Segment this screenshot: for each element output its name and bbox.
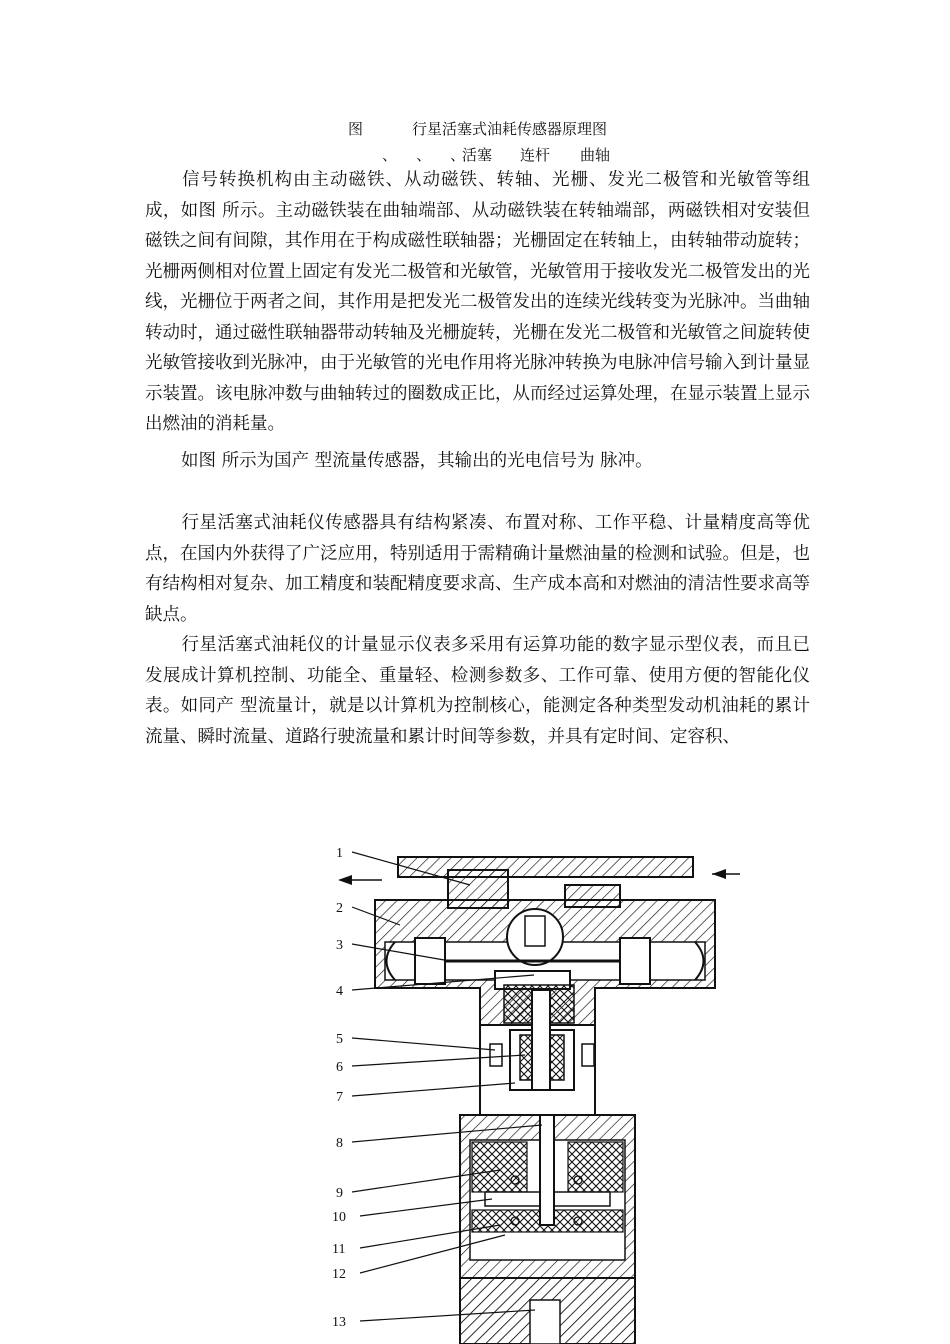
caption-part-rod: 连杆 [520,146,551,164]
sensor-diagram [320,830,740,1344]
caption-part-piston: 活塞 [462,146,493,164]
paragraph-signal-conversion: 信号转换机构由主动磁铁、从动磁铁、转轴、光栅、发光二极管和光敏管等组成，如图 所示。主动磁铁装在曲轴端部、从动磁铁装在转轴端部，两磁铁相对安装但磁铁之间有间隙，其作用在于构成磁性联轴器；光栅固定在转轴上，由转轴带动旋转；光栅两侧相对位置上固定有发光二极管和光敏管，光敏管用于接收发光二极管发出的光线，光栅位于两者之间，其作用是把发光二极管发出的连续光线转变为光脉冲。当曲轴转动时，通过磁性联轴器带动转轴及光栅旋转，光栅在发光二极管和光敏管之间旋转使光敏管接收到光脉冲，由于光敏管的光电作用将光脉冲转换为电脉冲信号输入到计量显示装置。该电脉冲数与曲轴转过的圈数成正比，从而经过运算处理，在显示装置上显示出燃油的消耗量。 [145,170,810,434]
caption-part-crank: 曲轴 [580,146,611,164]
paragraph-advantages: 行星活塞式油耗仪传感器具有结构紧凑、布置对称、工作平稳、计量精度高等优点，在国内外获得了广泛应用，特别适用于需精确计量燃油量的检测和试验。但是，也有结构相对复杂、加工精度和装配精度要求高、生产成本高和对燃油的清洁性要求高等缺点。 [145,513,810,625]
figure-label-13: 13 [332,1315,346,1330]
figure-label-1: 1 [336,846,343,861]
paragraph-domestic-sensor: 如图 所示为国产 型流量传感器，其输出的光电信号为 脉冲。 [181,451,653,471]
caption-fig-word: 图 [348,120,364,138]
figure-label-3: 3 [336,938,343,953]
figure-label-12: 12 [332,1267,346,1282]
sensor-cross-section-figure [320,830,740,1344]
figure-label-6: 6 [336,1060,343,1075]
paragraph-display-instrument: 行星活塞式油耗仪的计量显示仪表多采用有运算功能的数字显示型仪表，而且已发展成计算机控制、功能全、重量轻、检测参数多、工作可靠、使用方便的智能化仪表。如同产 型流量计，就是以计算机为控制核心，能测定各种类型发动机油耗的累计流量、瞬时流量、道路行驶流量和累计时间等参数，并具有定时间、定容积、 [145,635,810,747]
figure-label-2: 2 [336,901,343,916]
figure-label-8: 8 [336,1136,343,1151]
figure-label-7: 7 [336,1090,343,1105]
figure-label-9: 9 [336,1186,343,1201]
figure-label-4: 4 [336,984,343,999]
figure-label-11: 11 [332,1242,346,1257]
figure-label-5: 5 [336,1032,343,1047]
figure-label-10: 10 [332,1210,346,1225]
caption-separators: 、 、 、 [382,146,466,164]
caption-title: 行星活塞式油耗传感器原理图 [412,120,608,138]
